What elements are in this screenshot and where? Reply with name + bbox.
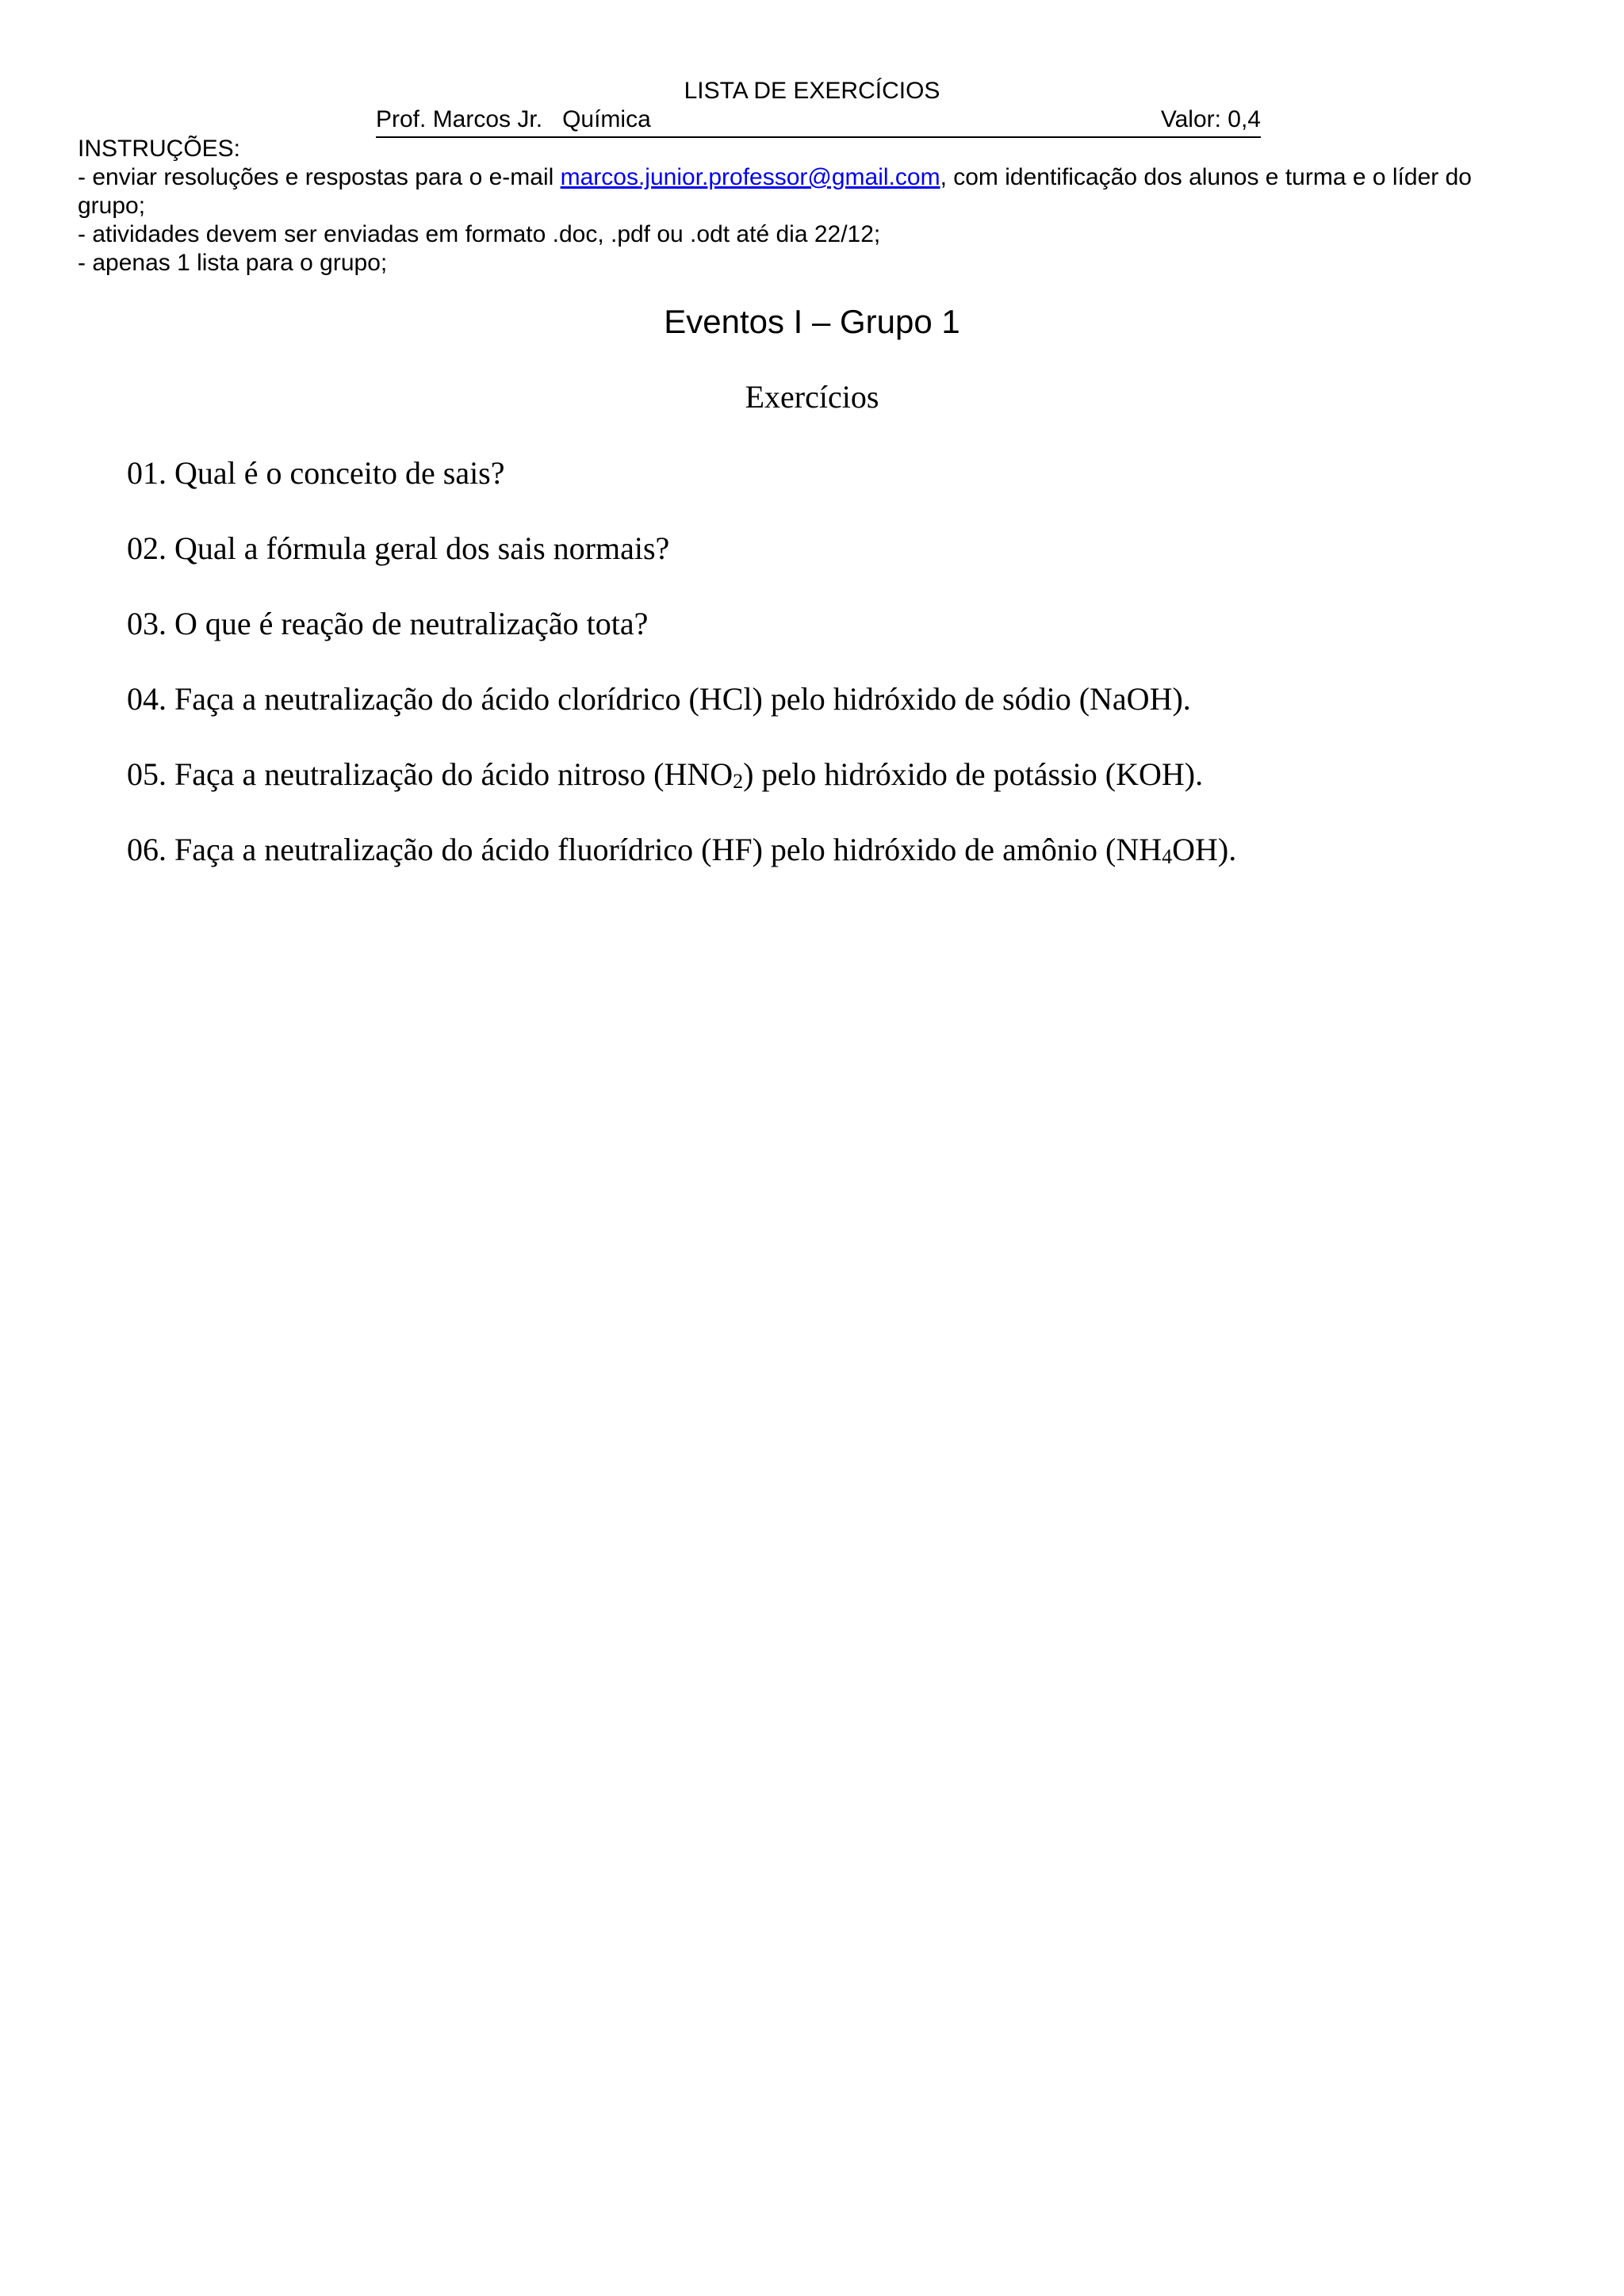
question-item: 02. Qual a fórmula geral dos sais normais?	[127, 530, 670, 566]
question-text: ) pelo hidróxido de potássio (KOH).	[743, 756, 1204, 792]
question-item: 03. O que é reação de neutralização tota?	[127, 606, 649, 641]
section-title: Exercícios	[745, 379, 879, 415]
value-label: Valor: 0,4	[1160, 106, 1261, 132]
teacher-subject	[376, 105, 651, 135]
group-title: Eventos I – Grupo 1	[664, 303, 960, 340]
instruction-email-prefix: - enviar resoluções e respostas para o e-mail	[78, 164, 561, 190]
instruction-format-line: - atividades devem ser enviadas em formato .doc, .pdf ou .odt até dia 22/12;	[78, 221, 881, 247]
question-item	[127, 830, 1554, 870]
email-link[interactable]: marcos.junior.professor@gmail.com	[560, 164, 940, 190]
header-line	[376, 105, 1261, 138]
questions-list	[127, 453, 1554, 905]
question-item: 04. Faça a neutralização do ácido clorídrico (HCl) pelo hidróxido de sódio (NaOH).	[127, 681, 1191, 717]
question-text: OH).	[1172, 832, 1237, 867]
document-title: LISTA DE EXERCÍCIOS	[684, 78, 940, 104]
question-text: 05. Faça a neutralização do ácido nitroso (HNO	[127, 756, 733, 792]
subscript: 4	[1162, 845, 1173, 868]
subject-name: Química	[562, 106, 651, 132]
instruction-email-line	[78, 163, 1537, 220]
professor-name: Prof. Marcos Jr.	[376, 106, 543, 132]
instructions-block	[78, 135, 1537, 277]
question-text: 06. Faça a neutralização do ácido fluorídrico (HF) pelo hidróxido de amônio (NH	[127, 832, 1162, 867]
question-item	[127, 755, 1554, 794]
instruction-email-suffix: , com identificação dos alunos e turma e o líder do grupo;	[78, 164, 1472, 219]
subscript: 2	[733, 770, 744, 793]
question-item: 01. Qual é o conceito de sais?	[127, 455, 505, 491]
instruction-group-line: - apenas 1 lista para o grupo;	[78, 250, 388, 276]
instructions-heading: INSTRUÇÕES:	[78, 136, 241, 162]
